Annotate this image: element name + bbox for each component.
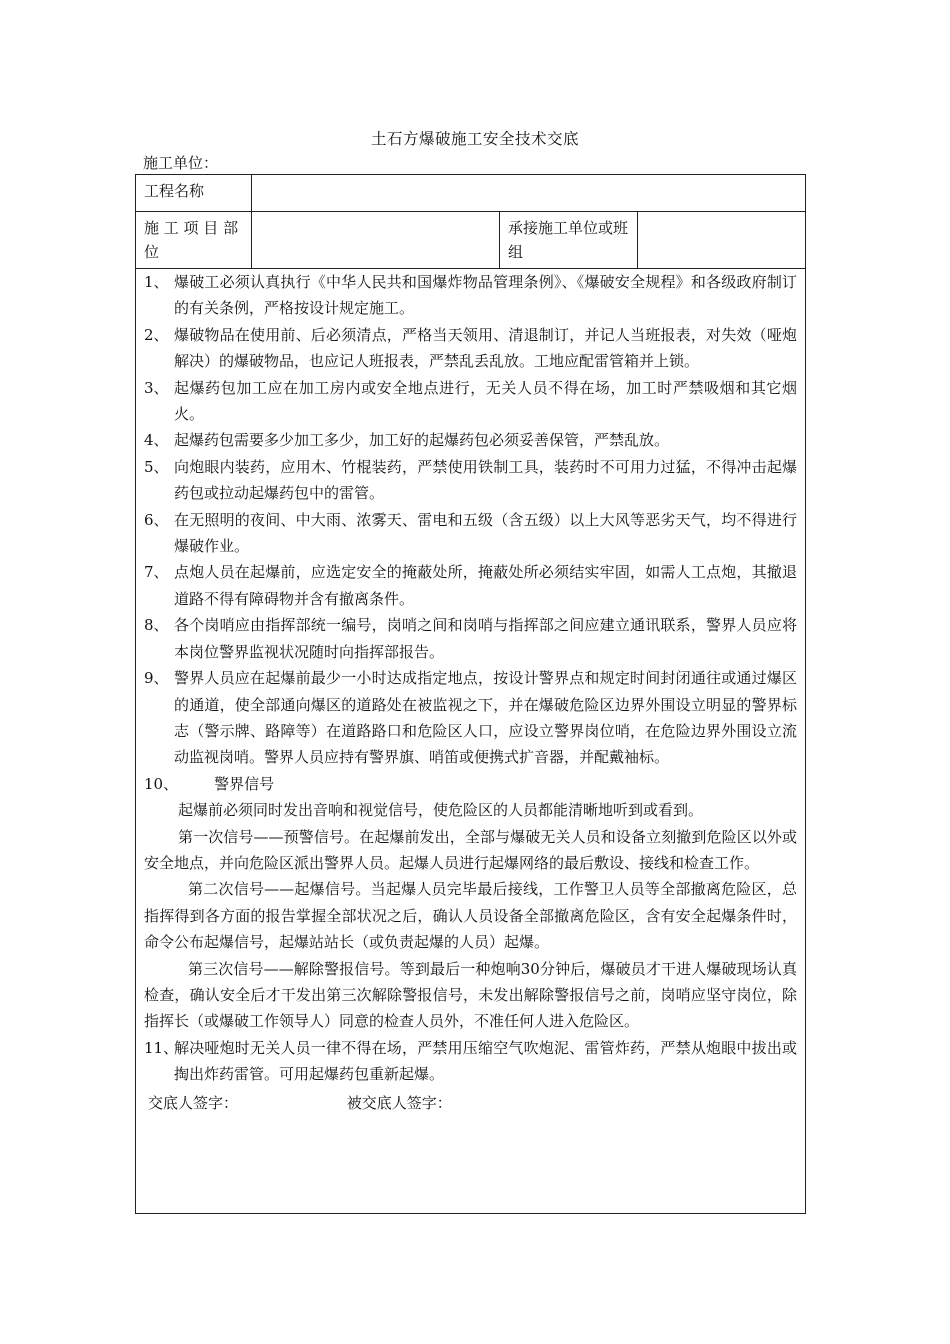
disclosure-content (136, 269, 805, 1116)
list-item: 7、 点炮人员在起爆前，应选定安全的掩蔽处所，掩蔽处所必须结实牢固，如需人工点炮，其撤退道路不得有障碍物并含有撤离条件。 (144, 563, 798, 608)
disclosure-form-table (135, 174, 806, 1214)
third-signal-paragraph: 第三次信号——解除警报信号。等到最后一种炮响30分钟后，爆破员才干进人爆破现场认真检查，确认安全后才干发出第三次解除警报信号，未发出解除警报信号之前，岗哨应坚守岗位，除指挥长（或爆破工作领导人）同意的检查人员外，不准任何人进入危险区。 (144, 959, 798, 1031)
project-name-field[interactable] (252, 175, 806, 212)
first-signal-paragraph: 第一次信号——预警信号。在起爆前发出，全部与爆破无关人员和设备立刻撤到危险区以外或安全地点，并向危险区派出警界人员。起爆人员进行起爆网络的最后敷设、接线和检查工作。 (144, 827, 798, 872)
list-item: 3、 起爆药包加工应在加工房内或安全地点进行，无关人员不得在场，加工时严禁吸烟和其它烟火。 (144, 378, 798, 424)
warning-signal-heading: 10、 警界信号 (144, 774, 275, 793)
project-dept-field[interactable] (252, 212, 500, 269)
construction-unit-label: 施工单位： (143, 154, 219, 172)
disclosure-content-cell (136, 269, 806, 1214)
second-signal-paragraph: 第二次信号——起爆信号。当起爆人员完毕最后接线，工作警卫人员等全部撤离危险区，总指挥得到各方面的报告掌握全部状况之后，确认人员设备全部撤离危险区，含有安全起爆条件时，命令公布起爆信号，起爆站站长（或负责起爆的人员）起爆。 (144, 880, 798, 952)
list-item: 11、 解决哑炮时无关人员一律不得在场，严禁用压缩空气吹炮泥、雷管炸药，严禁从炮眼中拔出或掏出炸药雷管。可用起爆药包重新起爆。 (144, 1038, 798, 1084)
list-item: 2、 爆破物品在使用前、后必须清点，严格当天领用、清退制订，并记人当班报表，对失效（哑炮解决）的爆破物品，也应记人班报表，严禁乱丢乱放。工地应配雷管箱并上锁。 (144, 325, 798, 371)
discloser-signature-label: 交底人签字： (148, 1093, 239, 1112)
list-item: 8、 各个岗哨应由指挥部统一编号，岗哨之间和岗哨与指挥部之间应建立通讯联系，警界人员应将本岗位警界监视状况随时向指挥部报告。 (144, 616, 798, 661)
list-item: 9、 警界人员应在起爆前最少一小时达成指定地点，按设计警界点和规定时间封闭通往或通过爆区的通道，使全部通向爆区的道路处在被监视之下，并在爆破危险区边界外围设立明显的警界标志（警示牌、路障等）在道路路口和危险区人口，应设立警界岗位哨，在危险边界外围设立流动监视岗哨。警界人员应持有警界旗、哨笛或便携式扩音器，并配戴袖标。 (144, 669, 798, 767)
list-item: 5、 向炮眼内装药，应用木、竹棍装药，严禁使用铁制工具，装药时不可用力过猛，不得冲击起爆药包或拉动起爆药包中的雷管。 (144, 457, 798, 503)
warning-signal-intro: 起爆前必须同时发出音响和视觉信号，使危险区的人员都能清晰地听到或看到。 (178, 801, 704, 820)
project-name-label: 工程名称 (136, 175, 252, 212)
list-item: 6、 在无照明的夜间、中大雨、浓雾天、雷电和五级（含五级）以上大风等恶劣天气，均不得进行爆破作业。 (144, 510, 798, 556)
signature-row (136, 1090, 805, 1116)
receiver-signature-label: 被交底人签字： (346, 1093, 452, 1112)
contractor-label: 承接施工单位或班组 (500, 212, 638, 269)
list-item: 4、 起爆药包需要多少加工多少，加工好的起爆药包必须妥善保管，严禁乱放。 (144, 431, 670, 450)
document-title: 土石方爆破施工安全技术交底 (370, 130, 579, 148)
contractor-field[interactable] (638, 212, 806, 269)
list-item: 1、 爆破工必须认真执行《中华人民共和国爆炸物品管理条例》、《爆破安全规程》和各级政府制订的有关条例，严格按设计规定施工。 (144, 273, 798, 318)
project-dept-label: 施 工 项 目 部 位 (136, 212, 252, 269)
